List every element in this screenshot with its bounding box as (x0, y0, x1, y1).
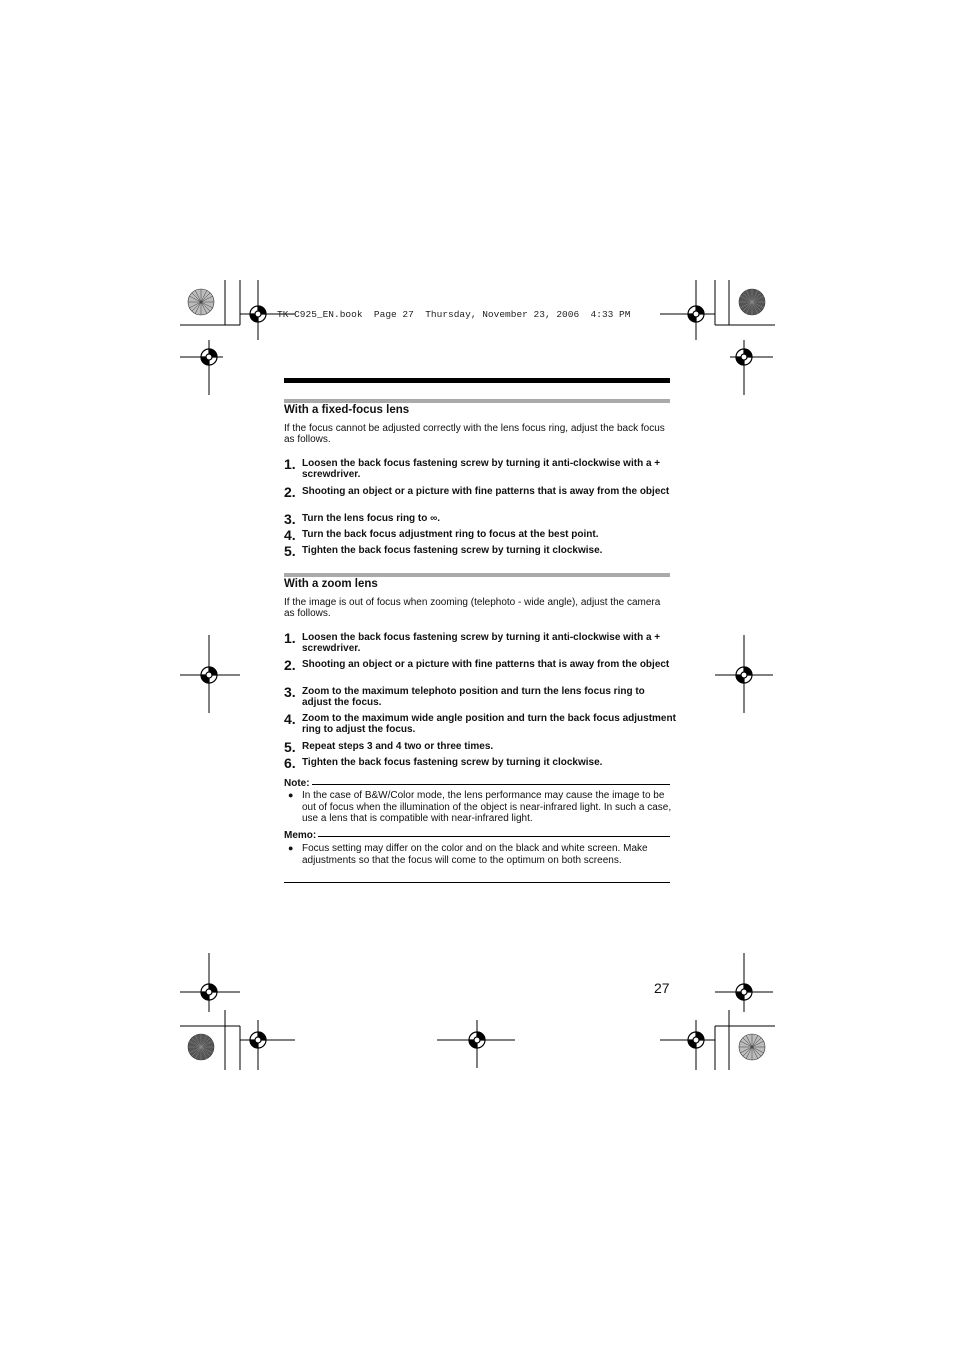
bullet-icon: ● (288, 790, 294, 800)
note-label: Note: (284, 778, 310, 789)
file-info-header: TK-C925_EN.book Page 27 Thursday, November 23, 2006 4:33 PM (277, 309, 631, 320)
note-rule (284, 784, 670, 785)
step-item: 3. Turn the lens focus ring to ∞. (284, 511, 441, 527)
memo-rule (284, 836, 670, 837)
section-intro-fixed: If the focus cannot be adjusted correctly with the lens focus ring, adjust the back focus as follows. (284, 423, 665, 445)
step-item: 5. Tighten the back focus fastening screw by turning it clockwise. (284, 543, 603, 559)
section-intro-zoom: If the image is out of focus when zooming (telephoto - wide angle), adjust the camera as follows. (284, 597, 661, 619)
section-divider (284, 399, 670, 403)
step-item: 5. Repeat steps 3 and 4 two or three times. (284, 739, 494, 755)
note-item: ● In the case of B&W/Color mode, the lens performance may cause the image to be out of focus when the illumination of the object is near-infrared light. In such a case, use a lens that is compatible with near-infrared light. (288, 790, 672, 824)
step-item: 3. Zoom to the maximum telephoto position and turn the lens focus ring to adjust the focus. (284, 684, 645, 708)
memo-item: ● Focus setting may differ on the color and on the black and white screen. Make adjustments so that the focus will come to the optimum on both screens. (288, 843, 648, 866)
section-title-zoom: With a zoom lens (284, 578, 378, 590)
section-divider (284, 573, 670, 577)
top-bar (284, 378, 670, 383)
step-item: 1. Loosen the back focus fastening screw by turning it anti-clockwise with a + screwdriver. (284, 456, 661, 480)
memo-bottom-rule (284, 882, 670, 883)
bullet-icon: ● (288, 843, 294, 853)
step-item: 1. Loosen the back focus fastening screw by turning it anti-clockwise with a + screwdriver. (284, 630, 661, 654)
page-number: 27 (654, 980, 670, 996)
step-item: 6. Tighten the back focus fastening screw by turning it clockwise. (284, 755, 603, 771)
memo-label: Memo: (284, 830, 317, 841)
step-item: 2. Shooting an object or a picture with fine patterns that is away from the object (284, 484, 670, 500)
step-item: 4. Zoom to the maximum wide angle position and turn the back focus adjustment ring to adjust the focus. (284, 711, 676, 735)
section-title-fixed: With a fixed-focus lens (284, 404, 410, 416)
step-item: 4. Turn the back focus adjustment ring to focus at the best point. (284, 527, 599, 543)
step-item: 2. Shooting an object or a picture with fine patterns that is away from the object (284, 657, 670, 673)
